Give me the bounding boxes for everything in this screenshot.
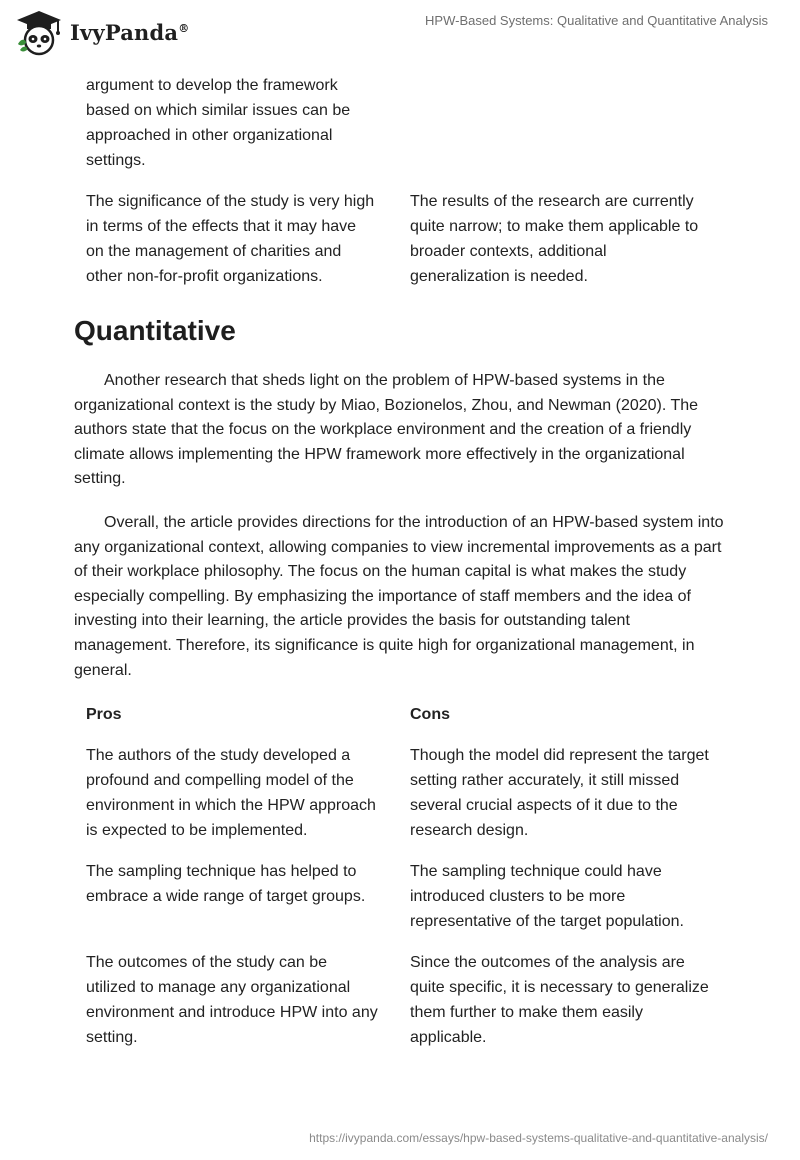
qualitative-pros-cons-table	[74, 73, 726, 289]
table-row	[74, 73, 726, 175]
table-header-row	[74, 702, 726, 728]
brand-name: IvyPanda®	[70, 19, 190, 45]
cons-cell	[398, 73, 722, 175]
document-title: HPW-Based Systems: Qualitative and Quantitative Analysis	[425, 13, 768, 28]
document-body	[74, 70, 726, 1050]
cons-cell: Since the outcomes of the analysis are quite specific, it is necessary to generalize them further to make them easily applicable.	[410, 954, 709, 1047]
cons-header: Cons	[410, 706, 450, 724]
paragraph: Overall, the article provides directions for the introduction of an HPW-based system into any organizational context, allowing companies to view incremental improvements as a part of their workplace philosophy. The focus on the human capital is what makes the study especially compelling. By emphasizing the importance of staff members and the idea of investing into their learning, the article provides the basis for outstanding talent management. Therefore, its significance is quite high for organizational management, in general.	[74, 513, 724, 679]
source-url[interactable]: https://ivypanda.com/essays/hpw-based-systems-qualitative-and-quantitative-analysis/	[309, 1131, 768, 1145]
cons-cell: The sampling technique could have introduced clusters to be more representative of the target population.	[410, 863, 684, 931]
ivypanda-logo[interactable]	[14, 6, 204, 58]
cons-cell: The results of the research are currently quite narrow; to make them applicable to broader contexts, additional generalization is needed.	[410, 193, 699, 285]
cons-cell: Though the model did represent the target setting rather accurately, it still missed several crucial aspects of it due to the research design.	[410, 747, 709, 840]
pros-cell: The significance of the study is very high in terms of the effects that it may have on the management of charities and other non-for-profit organizations.	[86, 193, 375, 285]
table-row	[74, 189, 726, 289]
pros-cell: argument to develop the framework based on which similar issues can be approached in other organizational settings.	[86, 77, 351, 169]
paragraph: Another research that sheds light on the problem of HPW-based systems in the organizational context is the study by Miao, Bozionelos, Zhou, and Newman (2020). The authors state that the focus on the workplace environment and the creation of a friendly climate allows implementing the HPW framework more effectively in the organizational setting.	[74, 372, 699, 488]
page-header	[0, 0, 800, 70]
section-heading-quantitative: Quantitative	[74, 315, 236, 346]
pros-cell: The authors of the study developed a profound and compelling model of the environment in which the HPW approach is expected to be implemented.	[86, 747, 376, 840]
table-row	[74, 859, 726, 935]
pros-cell: The sampling technique has helped to embrace a wide range of target groups.	[86, 863, 366, 906]
quantitative-pros-cons-table	[74, 702, 726, 1050]
table-row	[74, 950, 726, 1050]
panda-graduate-icon	[14, 8, 64, 56]
pros-header: Pros	[86, 706, 122, 724]
pros-cell: The outcomes of the study can be utilized to manage any organizational environment and introduce HPW into any setting.	[86, 954, 378, 1047]
table-row	[74, 743, 726, 843]
